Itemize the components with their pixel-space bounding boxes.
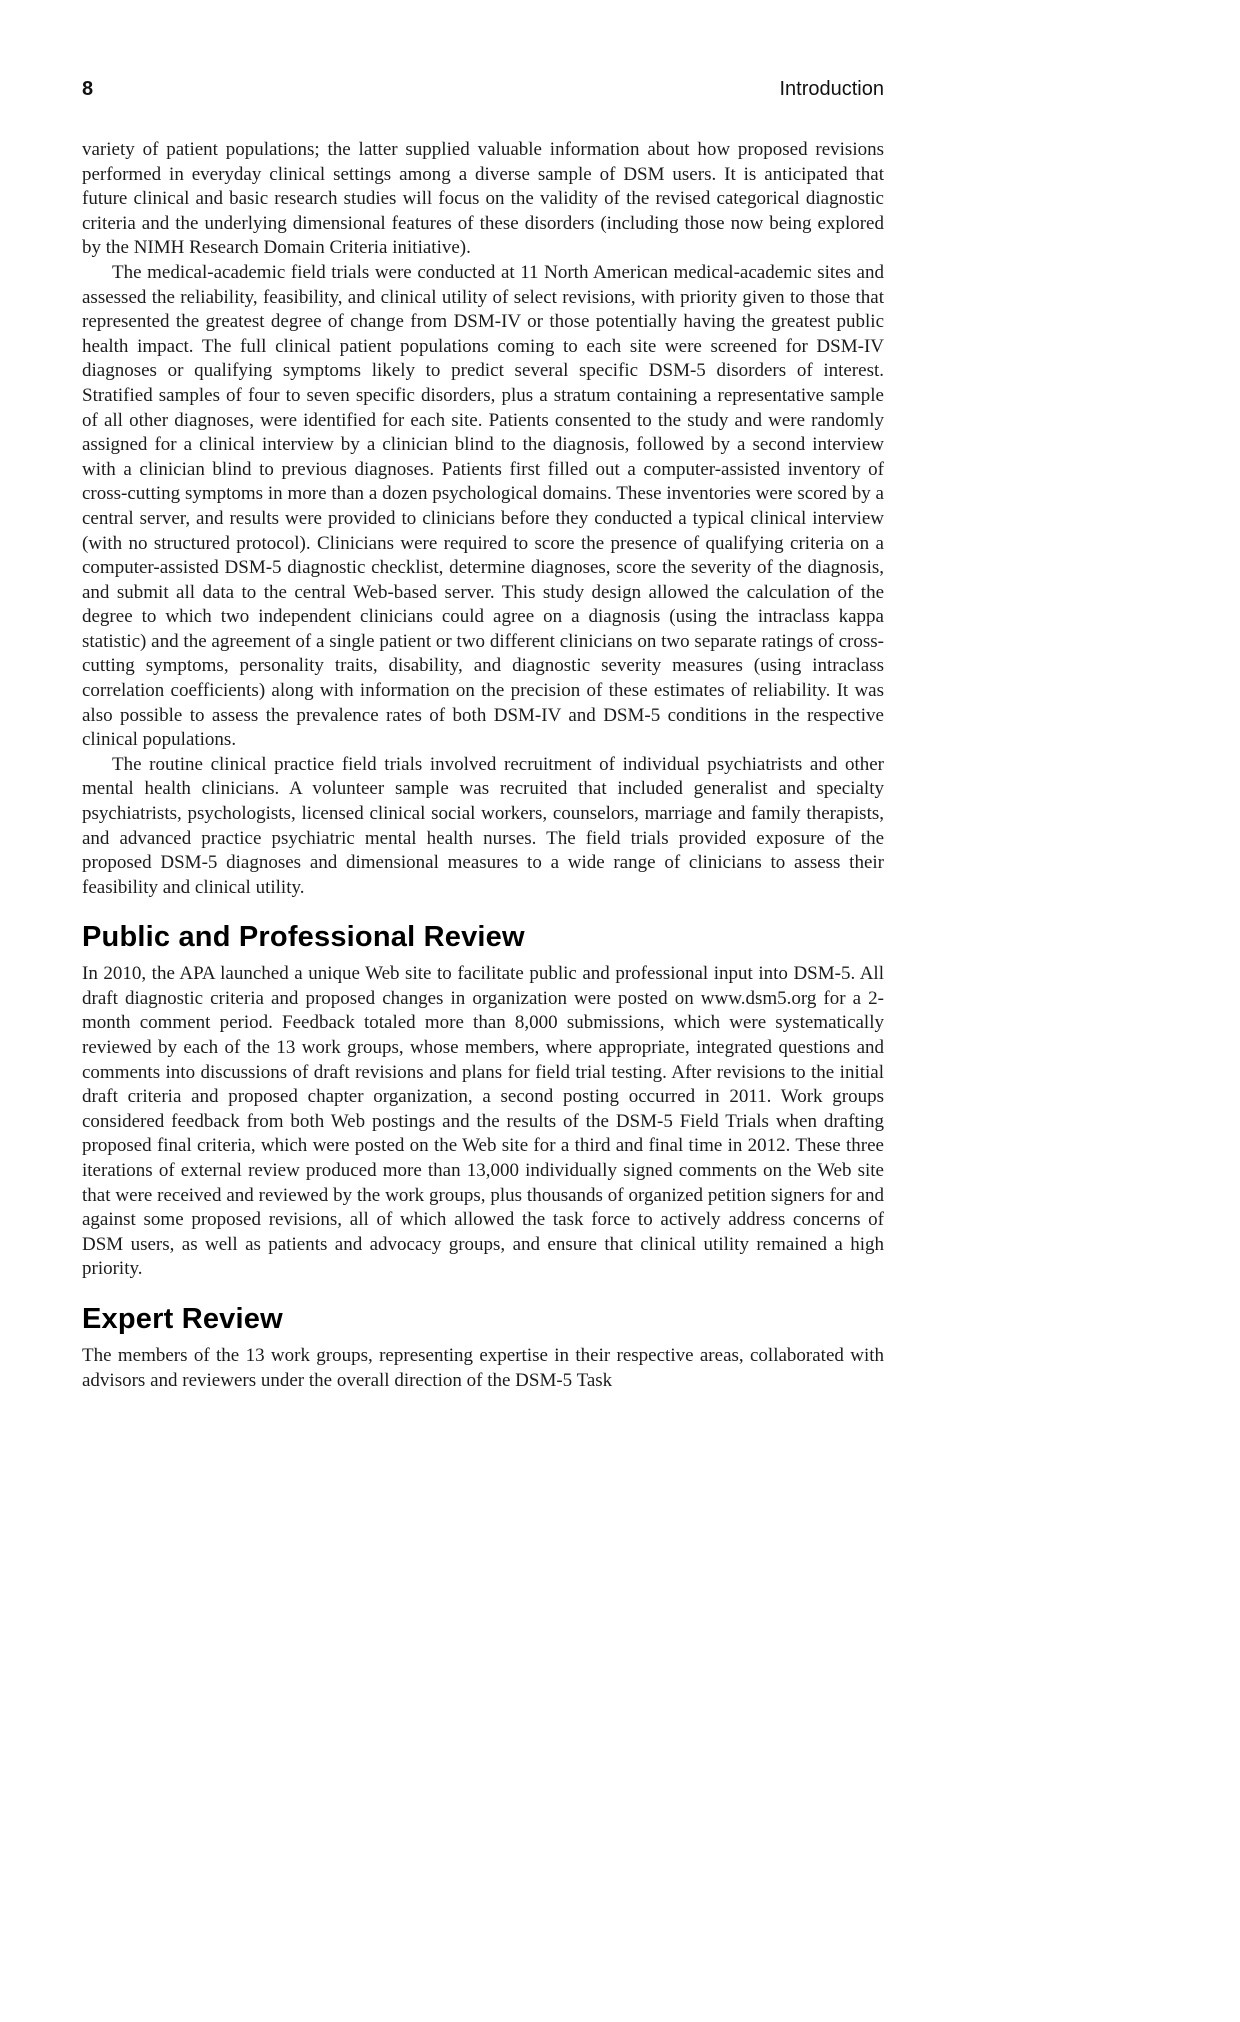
page-header (82, 78, 884, 101)
section-heading-expert-review: Expert Review (82, 1303, 283, 1336)
running-head: Introduction (779, 78, 884, 100)
paragraph-public-professional-review-body: In 2010, the APA launched a unique Web site to facilitate public and professional input into DSM-5. All draft diagnostic criteria and proposed changes in organization were posted on www.dsm5.org for a 2-month comment period. Feedback totaled more than 8,000 submissions, which were systematically reviewed by each of the 13 work groups, whose members, where appropriate, integrated questions and comments into discussions of draft revisions and plans for field trial testing. After revisions to the initial draft criteria and proposed chapter organization, a second posting occurred in 2011. Work groups considered feedback from both Web postings and the results of the DSM-5 Field Trials when drafting proposed final criteria, which were posted on the Web site for a third and final time in 2012. These three iterations of external review produced more than 13,000 individually signed comments on the Web site that were received and reviewed by the work groups, plus thousands of organized petition signers for and against some proposed revisions, all of which allowed the task force to actively address concerns of DSM users, as well as patients and advocacy groups, and ensure that clinical utility remained a high priority. (82, 963, 884, 1280)
page-number: 8 (82, 78, 94, 100)
paragraph-expert-review-body: The members of the 13 work groups, representing expertise in their respective areas, collaborated with advisors and reviewers under the overall direction of the DSM-5 Task (82, 1344, 884, 1391)
paragraph-continuation: variety of patient populations; the latter supplied valuable information about how proposed revisions performed in everyday clinical settings among a diverse sample of DSM users. It is anticipated that future clinical and basic research studies will focus on the validity of the revised categorical diagnostic criteria and the underlying dimensional features of these disorders (including those now being explored by the NIMH Research Domain Criteria initiative). (82, 139, 884, 259)
section-heading-public-and-professional-review: Public and Professional Review (82, 921, 525, 954)
page-body (82, 138, 884, 1393)
paragraph-routine-clinical-practice: The routine clinical practice field trials involved recruitment of individual psychiatrists and other mental health clinicians. A volunteer sample was recruited that included generalist and specialty psychiatrists, psychologists, licensed clinical social workers, counselors, marriage and family therapists, and advanced practice psychiatric mental health nurses. The field trials provided exposure of the proposed DSM-5 diagnoses and dimensional measures to a wide range of clinicians to assess their feasibility and clinical utility. (82, 753, 884, 898)
paragraph-medical-academic-field-trials: The medical-academic field trials were conducted at 11 North American medical-academic sites and assessed the reliability, feasibility, and clinical utility of select revisions, with priority given to those that represented the greatest degree of change from DSM-IV or those potentially having the greatest public health impact. The full clinical patient populations coming to each site were screened for DSM-IV diagnoses or qualifying symptoms likely to predict several specific DSM-5 disorders of interest. Stratified samples of four to seven specific disorders, plus a stratum containing a representative sample of all other diagnoses, were identified for each site. Patients consented to the study and were randomly assigned for a clinical interview by a clinician blind to the diagnosis, followed by a second interview with a clinician blind to previous diagnoses. Patients first filled out a computer-assisted inventory of cross-cutting symptoms in more than a dozen psychological domains. These inventories were scored by a central server, and results were provided to clinicians before they conducted a typical clinical interview (with no structured protocol). Clinicians were required to score the presence of qualifying criteria on a computer-assisted DSM-5 diagnostic checklist, determine diagnoses, score the severity of the diagnosis, and submit all data to the central Web-based server. This study design allowed the calculation of the degree to which two independent clinicians could agree on a diagnosis (using the intraclass kappa statistic) and the agreement of a single patient or two different clinicians on two separate ratings of cross-cutting symptoms, personality traits, disability, and diagnostic severity measures (using intraclass correlation coefficients) along with information on the precision of these estimates of reliability. It was also possible to assess the prevalence rates of both DSM-IV and DSM-5 conditions in the respective clinical populations. (82, 261, 884, 751)
